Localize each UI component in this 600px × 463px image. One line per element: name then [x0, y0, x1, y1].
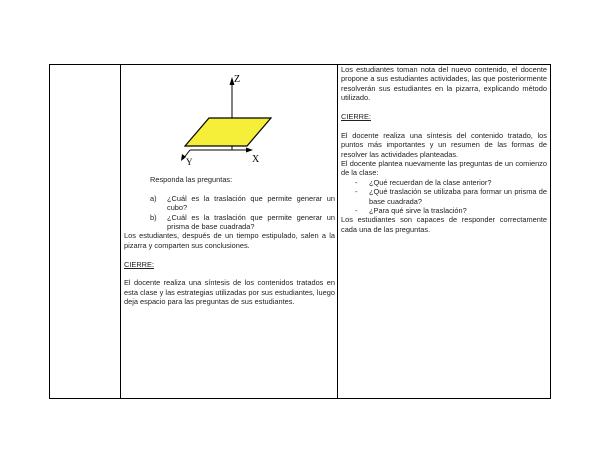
- intro-paragraph: Los estudiantes toman nota del nuevo contenido, el docente propone a sus estudiantes actividades, las que posteriormente resolverán sus estudiantes en la pizarra, explicando método utilizado.: [341, 65, 547, 103]
- right-column-text: [341, 65, 547, 234]
- recap-question-marker: -: [355, 187, 358, 197]
- cierre-paragraph: El docente realiza una síntesis de los contenidos tratados en esta clase y las estrategias utilizadas por sus estudiantes, luego deja espacio para las preguntas de sus estudiantes.: [124, 278, 335, 307]
- cierre-heading: CIERRE:: [124, 259, 154, 269]
- translation-figure: [170, 68, 282, 168]
- question-text: ¿Cuál es la traslación que permite generar un prisma de base cuadrada?: [167, 212, 335, 232]
- recap-question-item: [355, 206, 547, 215]
- recap-question-marker: -: [355, 177, 358, 187]
- cierre-heading: CIERRE:: [341, 112, 371, 122]
- y-axis-label: Y: [186, 157, 193, 167]
- recap-question-text: ¿Qué traslación se utilizaba para formar un prisma de base cuadrada?: [369, 187, 547, 206]
- recap-question-item: [355, 178, 547, 187]
- table-divider-2: [337, 64, 338, 399]
- recap-intro: El docente plantea nuevamente las preguntas de un comienzo de la clase:: [341, 159, 547, 178]
- question-list: [124, 194, 335, 232]
- closing-paragraph: Los estudiantes son capaces de responder correctamente cada una de las preguntas.: [341, 215, 547, 234]
- question-marker: b): [150, 212, 157, 222]
- recap-question-text: ¿Qué recuerdan de la clase anterior?: [369, 177, 492, 187]
- x-axis-label: X: [252, 154, 260, 165]
- table-divider-1: [120, 64, 121, 399]
- translation-plane: [185, 118, 271, 146]
- table-border-bottom: [49, 398, 551, 399]
- recap-question-text: ¿Para qué sirve la traslación?: [369, 206, 467, 216]
- synthesis-paragraph: El docente realiza una síntesis del contenido tratado, los puntos más importantes y un resumen de las formas de resolver las actividades planteadas.: [341, 130, 547, 159]
- question-item: [150, 194, 335, 213]
- question-marker: a): [150, 193, 157, 203]
- questions-prompt: Responda las preguntas:: [150, 175, 233, 184]
- question-item: [150, 213, 335, 232]
- table-border-left: [49, 64, 50, 399]
- question-text: ¿Cuál es la traslación que permite generar un cubo?: [167, 193, 335, 213]
- x-axis-arrowhead: [246, 148, 253, 153]
- z-axis-label: Z: [234, 74, 241, 85]
- students-paragraph: Los estudiantes, después de un tiempo estipulado, salen a la pizarra y comparten sus conclusiones.: [124, 231, 335, 250]
- table-border-right: [550, 64, 551, 399]
- recap-question-list: [341, 178, 547, 216]
- recap-question-marker: -: [355, 206, 358, 216]
- recap-question-item: [355, 187, 547, 206]
- middle-column-text: [124, 175, 335, 307]
